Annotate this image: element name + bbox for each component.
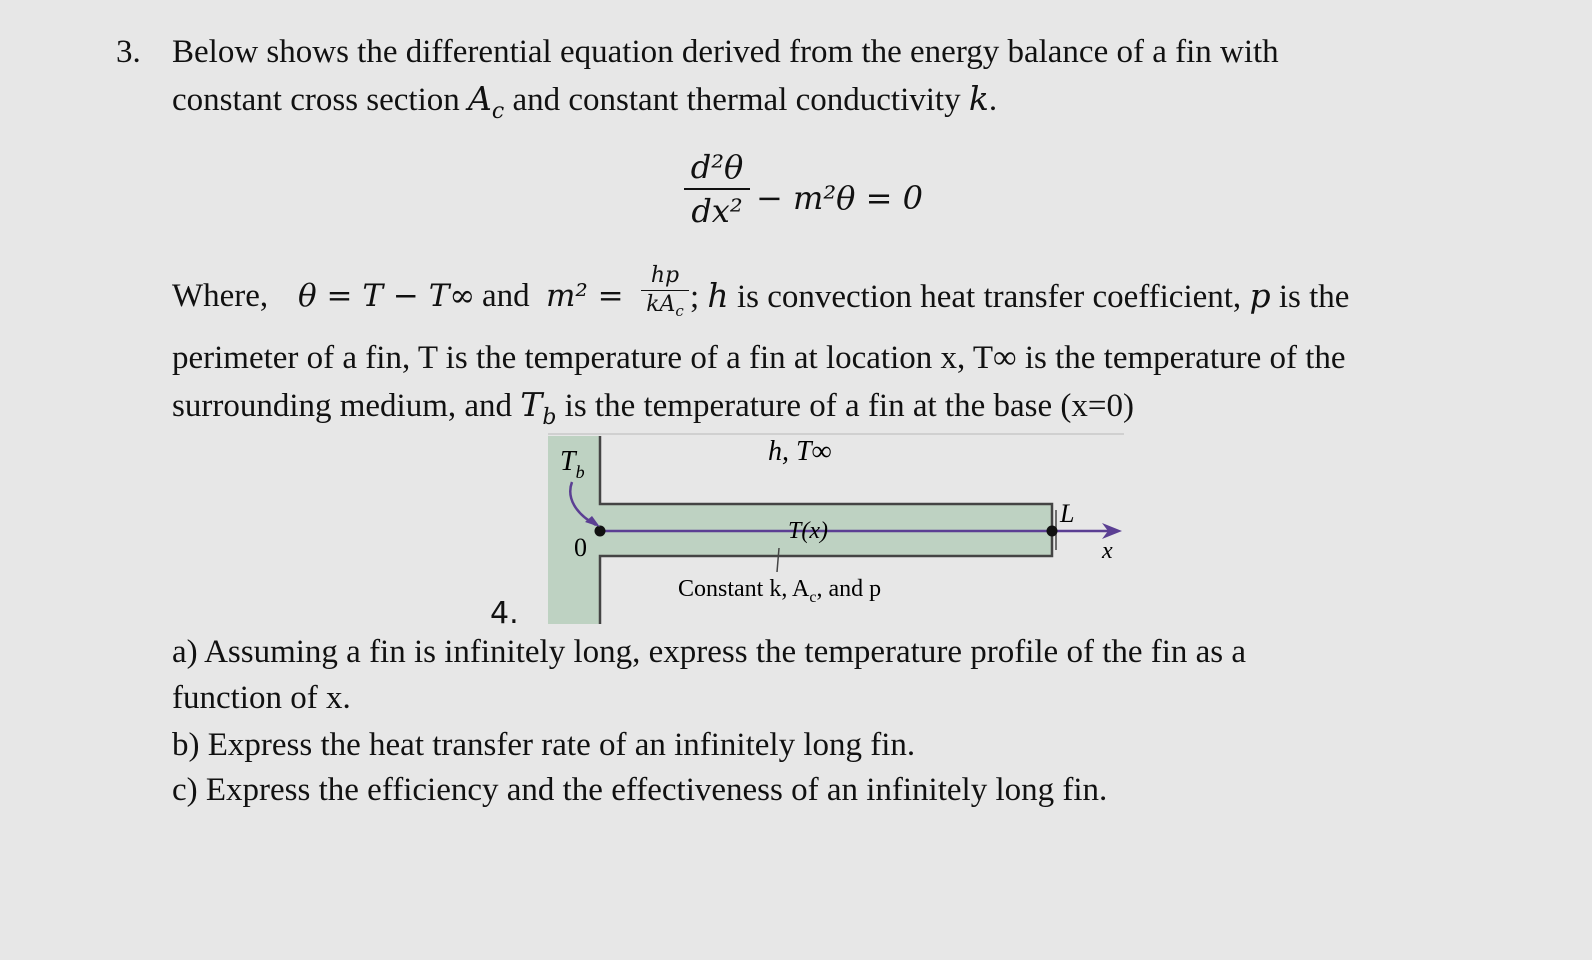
label-zero: 0 xyxy=(574,533,587,562)
equation-rest: − m²θ = 0 xyxy=(756,179,923,217)
label-h-tinf: h, T∞ xyxy=(768,436,832,467)
part-a-line-2: function of x. xyxy=(172,680,351,716)
part-c: c) Express the efficiency and the effectiveness of an infinitely long fin. xyxy=(172,772,1108,808)
m-squared: m² = xyxy=(546,278,624,314)
theta-definition: θ = T − T∞ xyxy=(298,278,476,314)
part-a-line-1: a) Assuming a fin is infinitely long, express the temperature profile of the fin as a xyxy=(172,634,1247,670)
label-L: L xyxy=(1060,499,1075,528)
label-Tb: $T_b$ xyxy=(560,446,585,482)
question-number: 3. xyxy=(116,34,141,70)
equation-fraction: d²θ dx² xyxy=(684,146,750,232)
where-rest: ; h is convection heat transfer coefficient, p is the xyxy=(690,276,1350,315)
label-Tx: T(x) xyxy=(788,518,828,544)
base-point xyxy=(595,526,606,537)
m-squared-fraction: hp $kA_c$ xyxy=(641,262,689,319)
tip-point xyxy=(1047,526,1058,537)
part-b: b) Express the heat transfer rate of an infinitely long fin. xyxy=(172,727,916,763)
label-x: x xyxy=(1102,538,1113,564)
intro-line-2: constant cross section $A_c$ and constant thermal conductivity k. xyxy=(172,79,998,124)
where-and: and xyxy=(482,278,530,314)
fin-diagram xyxy=(540,430,1140,630)
where-lead: Where, xyxy=(172,278,269,314)
where-line-3: surrounding medium, and $T_b$ is the temperature of a fin at the base (x=0) xyxy=(172,385,1134,430)
label-constant: Constant k, $A_c$, and p xyxy=(678,576,882,606)
where-line-2: perimeter of a fin, T is the temperature of a fin at location x, T∞ is the temperature of the xyxy=(172,340,1346,376)
question-4-number: 4. xyxy=(490,596,519,631)
intro-line-1: Below shows the differential equation derived from the energy balance of a fin with xyxy=(172,34,1279,70)
